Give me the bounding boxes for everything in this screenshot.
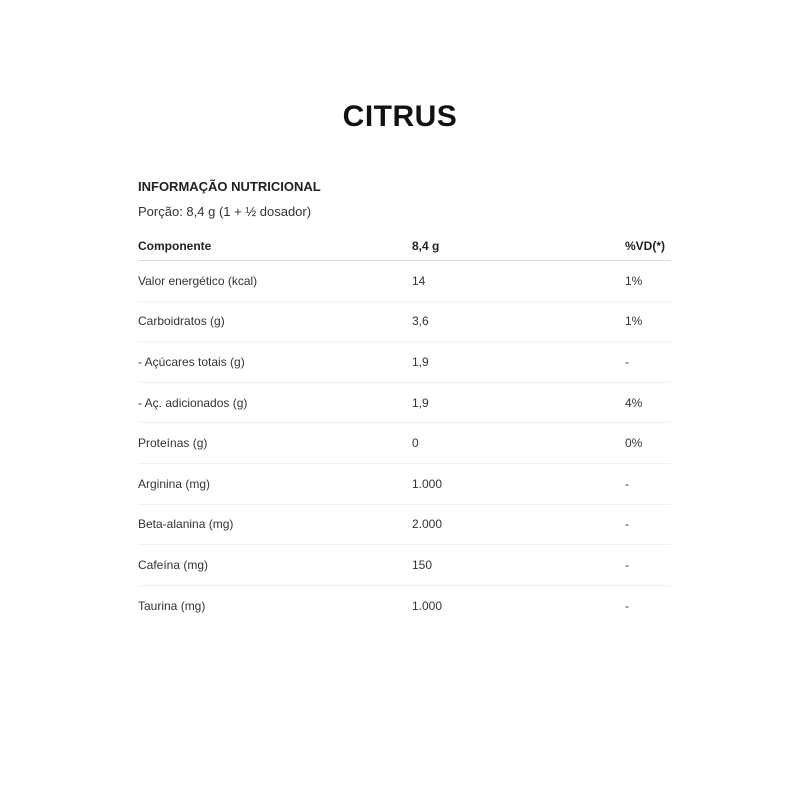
cell-amount: 1.000 [412, 598, 443, 613]
table-header [138, 232, 671, 261]
cell-component: Beta-alanina (mg) [138, 517, 234, 532]
table-row [138, 545, 671, 586]
cell-amount: 1,9 [412, 354, 429, 369]
table-row [138, 423, 671, 464]
cell-component: Valor energético (kcal) [138, 273, 258, 288]
cell-daily-value: - [625, 517, 629, 532]
header-component: Componente [138, 239, 212, 253]
table-row [138, 342, 671, 383]
table-row [138, 302, 671, 343]
section-heading: INFORMAÇÃO NUTRICIONAL [138, 179, 321, 194]
cell-daily-value: - [625, 476, 629, 491]
nutrition-info-header [138, 179, 671, 220]
cell-daily-value: 0% [625, 436, 643, 451]
cell-amount: 14 [412, 273, 426, 288]
product-title: CITRUS [342, 100, 458, 133]
table-row [138, 586, 671, 626]
cell-daily-value: - [625, 354, 629, 369]
header-daily-value: %VD(*) [625, 239, 666, 253]
cell-amount: 1,9 [412, 395, 429, 410]
cell-daily-value: - [625, 557, 629, 572]
table-row [138, 505, 671, 546]
cell-component: Cafeína (mg) [138, 557, 209, 572]
cell-amount: 150 [412, 557, 433, 572]
cell-component: Carboidratos (g) [138, 314, 225, 329]
cell-amount: 2.000 [412, 517, 443, 532]
cell-daily-value: 4% [625, 395, 643, 410]
table-row [138, 464, 671, 505]
header-amount: 8,4 g [412, 239, 440, 253]
cell-amount: 1.000 [412, 476, 443, 491]
cell-daily-value: - [625, 598, 629, 613]
cell-component: - Açúcares totais (g) [138, 354, 245, 369]
cell-amount: 3,6 [412, 314, 429, 329]
portion-text: Porção: 8,4 g (1 + ½ dosador) [138, 204, 312, 219]
cell-component: Proteínas (g) [138, 436, 208, 451]
cell-component: Taurina (mg) [138, 598, 206, 613]
table-row [138, 383, 671, 424]
cell-component: Arginina (mg) [138, 476, 211, 491]
cell-daily-value: 1% [625, 314, 643, 329]
nutrition-table [138, 232, 671, 625]
cell-daily-value: 1% [625, 273, 643, 288]
cell-component: - Aç. adicionados (g) [138, 395, 248, 410]
cell-amount: 0 [412, 436, 419, 451]
table-row [138, 261, 671, 302]
